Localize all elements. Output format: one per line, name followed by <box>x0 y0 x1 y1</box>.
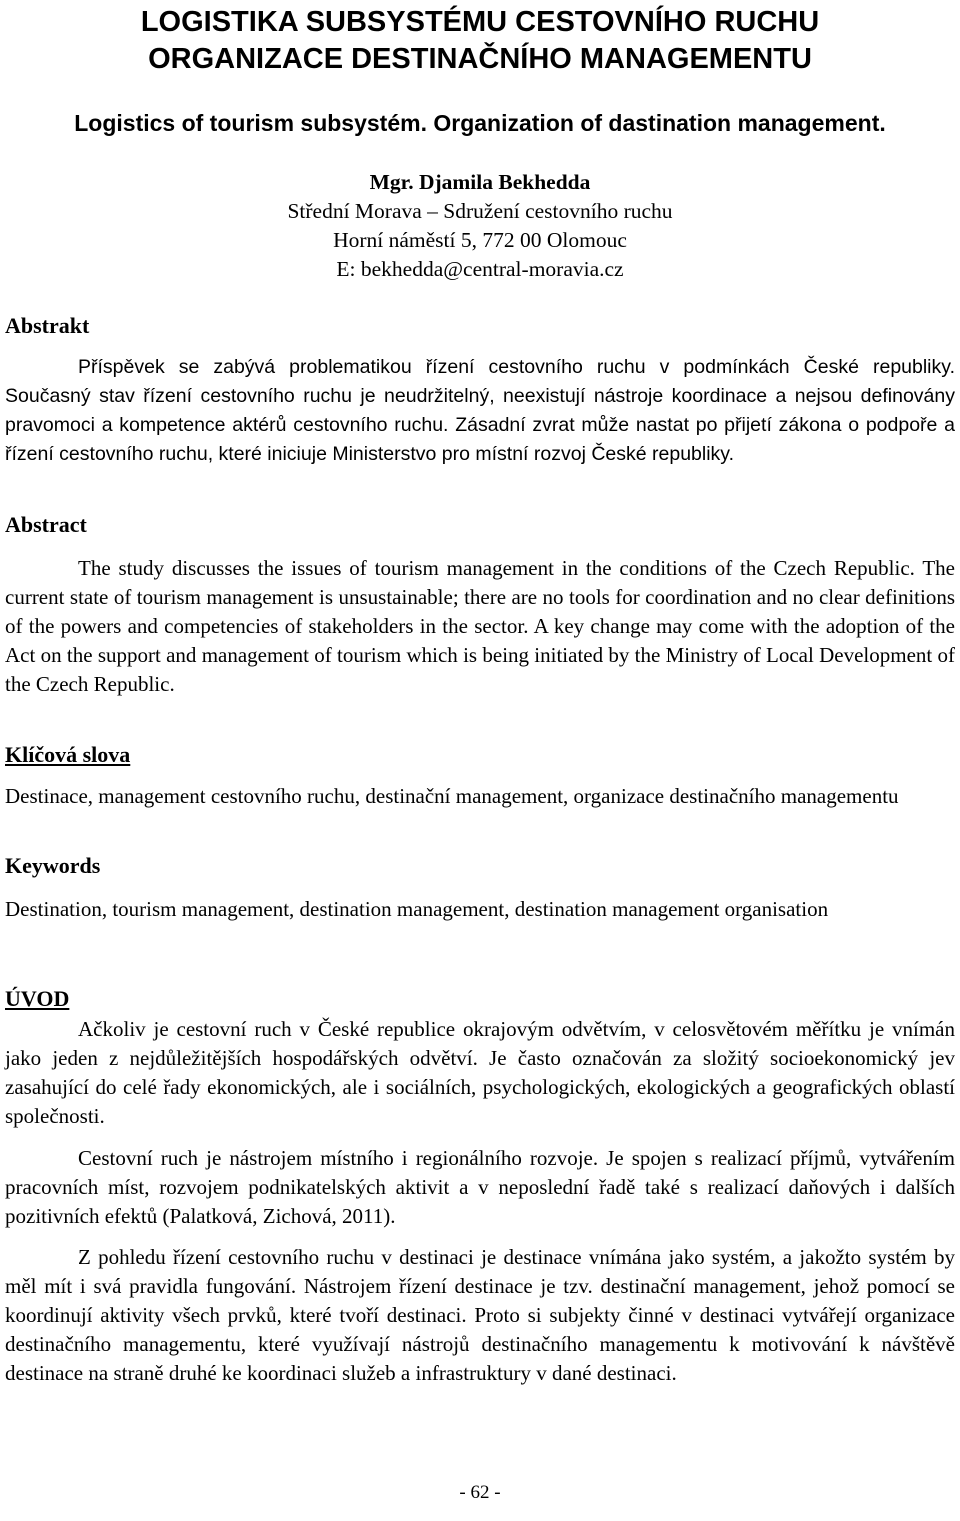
paper-title-line-1: LOGISTIKA SUBSYSTÉMU CESTOVNÍHO RUCHU <box>140 6 820 38</box>
paper-subtitle: Logistics of tourism subsystém. Organization of dastination management. <box>74 110 886 136</box>
author-block <box>0 168 960 284</box>
uvod-paragraph-2: Cestovní ruch je nástrojem místního i regionálního rozvoje. Je spojen s realizací příjmů, vytvářením pracovních míst, rozvojem podnikatelských aktivit a v neposlední řadě také s realizací daňových i dalších pozitivních efektů (Palatková, Zichová, 2011). <box>5 1146 955 1228</box>
abstrakt-text: Příspěvek se zabývá problematikou řízení cestovního ruchu v podmínkách České republiky. Současný stav řízení cestovního ruchu je neudržitelný, neexistují nástroje koordinace a nejsou definovány pravomoci a kompetence aktérů cestovního ruchu. Zásadní zvrat může nastat po přijetí zákona o podpoře a řízení cestovního ruchu, které iniciuje Ministerstvo pro místní rozvoj České republiky. <box>5 356 955 465</box>
uvod-paragraph-1: Ačkoliv je cestovní ruch v České republice okrajovým odvětvím, v celosvětovém měřítku je vnímán jako jeden z nejdůležitějších hospodářských odvětví. Je často označován za složitý socioekonomický jev zasahující do celé řady ekonomických, ale i sociálních, psychologických, ekologických a geografických oblastí společnosti. <box>5 1017 955 1128</box>
author-address: Horní náměstí 5, 772 00 Olomouc <box>333 228 627 252</box>
author-organization: Střední Morava – Sdružení cestovního ruchu <box>287 199 673 223</box>
author-name: Mgr. Djamila Bekhedda <box>369 170 591 194</box>
abstrakt-heading: Abstrakt <box>5 313 90 338</box>
author-email: E: bekhedda@central-moravia.cz <box>336 257 624 281</box>
abstract-heading: Abstract <box>5 512 87 537</box>
uvod-heading: ÚVOD <box>5 986 70 1011</box>
keywords-text: Destination, tourism management, destination management, destination management organisation <box>5 897 829 921</box>
uvod-paragraph-3: Z pohledu řízení cestovního ruchu v destinaci je destinace vnímána jako systém, a jakožto systém by měl mít i svá pravidla fungování. Nástrojem řízení destinace je tzv. destinační management, jehož pomocí se koordinují aktivity všech prvků, které tvoří destinaci. Proto si subjekty činné v destinaci vytvářejí organizace destinačního managementu, které využívají nástrojů destinačního managementu k motivování k návštěvě destinace na straně druhé ke koordinaci služeb a infrastruktury v dané destinaci. <box>5 1245 955 1385</box>
keywords-heading: Keywords <box>5 853 101 878</box>
page-number: - 62 - <box>459 1482 501 1503</box>
paper-title <box>0 4 960 78</box>
paper-title-line-2: ORGANIZACE DESTINAČNÍHO MANAGEMENTU <box>148 43 812 75</box>
abstract-text: The study discusses the issues of tourism management in the conditions of the Czech Republic. The current state of tourism management is unsustainable; there are no tools for coordination and no clear definitions of the powers and competencies of stakeholders in the sector. A key change may come with the adoption of the Act on the support and management of tourism which is being initiated by the Ministry of Local Development of the Czech Republic. <box>5 556 955 696</box>
klicova-slova-text: Destinace, management cestovního ruchu, destinační management, organizace destinačního managementu <box>5 784 899 808</box>
klicova-slova-heading: Klíčová slova <box>5 742 131 767</box>
